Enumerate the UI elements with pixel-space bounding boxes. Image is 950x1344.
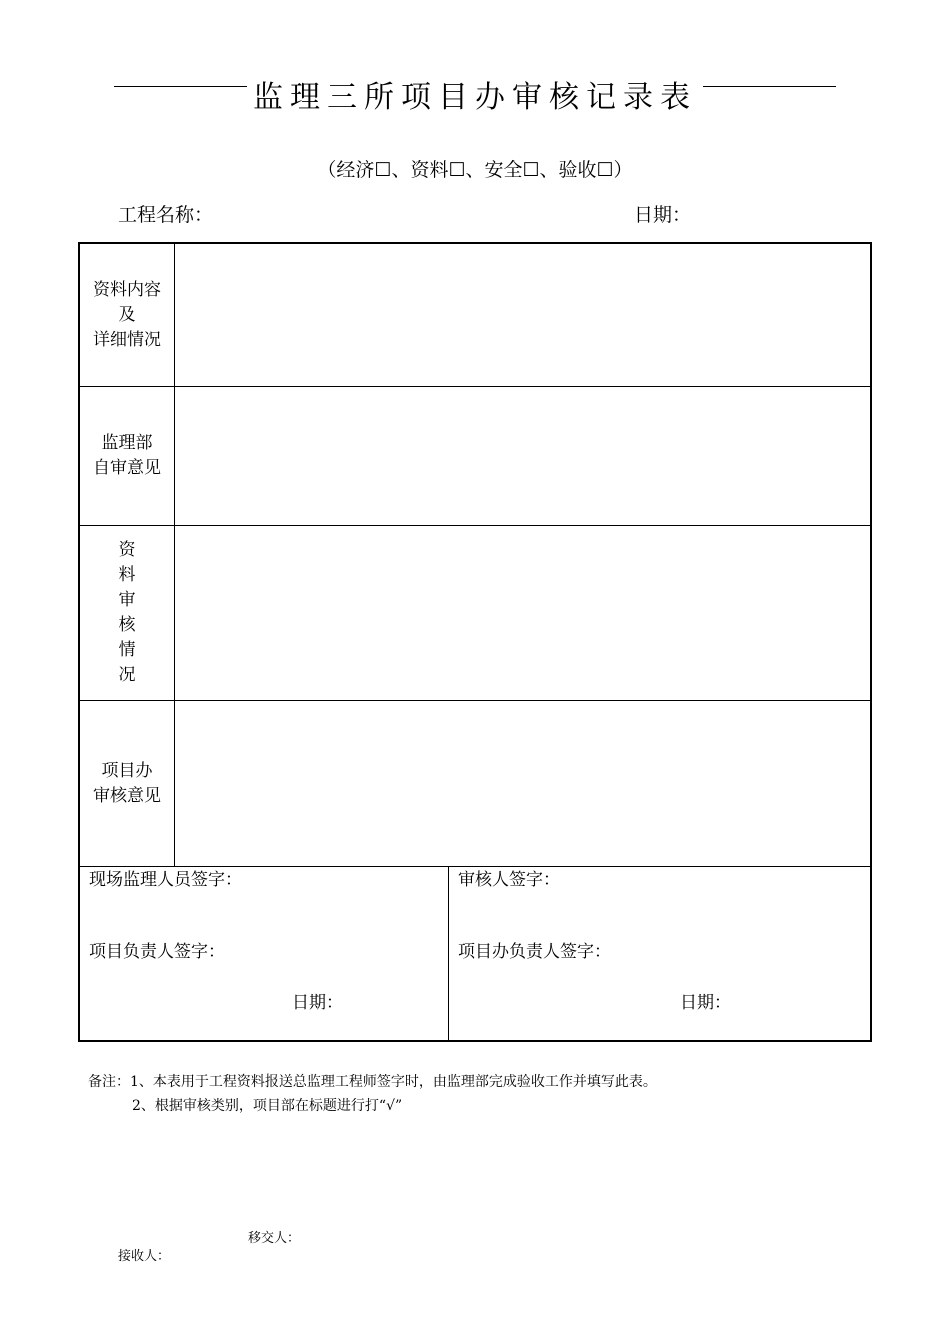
row-label: 项目办 审核意见 <box>80 701 175 866</box>
form-notes <box>88 1070 657 1118</box>
self-review-opinion-field[interactable] <box>175 387 870 525</box>
reviewer-signature-label: 审核人签字： <box>458 870 560 890</box>
supervisor-signature-label: 现场监理人员签字： <box>89 870 242 890</box>
signature-area <box>80 867 870 1040</box>
row-self-review-opinion <box>80 387 870 526</box>
row-office-review-opinion <box>80 701 870 867</box>
right-signature-date-label: 日期： <box>680 993 731 1013</box>
page-title-text: 监理三所项目办审核记录表 <box>247 80 703 115</box>
material-content-field[interactable] <box>175 244 870 386</box>
row-label: 监理部 自审意见 <box>80 387 175 525</box>
receiver-label: 接收人： <box>118 1249 171 1264</box>
note-2: 2、根据审核类别，项目部在标题进行打“√” <box>132 1098 403 1114</box>
header-date-label: 日期： <box>634 204 692 226</box>
page-title <box>0 76 950 120</box>
project-manager-signature-label: 项目负责人签字： <box>89 942 225 962</box>
review-form-table <box>78 242 872 1042</box>
row-label: 资料内容 及 详细情况 <box>80 244 175 386</box>
row-material-review-status <box>80 526 870 701</box>
transferor-label: 移交人： <box>248 1231 301 1246</box>
review-category-options: （经济☐、资料☐、安全☐、验收☐） <box>317 159 633 181</box>
signature-left-column <box>80 867 449 1040</box>
left-signature-date-label: 日期： <box>292 993 343 1013</box>
note-1: 备注：1、本表用于工程资料报送总监理工程师签字时，由监理部完成验收工作并填写此表。 <box>88 1074 657 1090</box>
project-name-label: 工程名称： <box>118 204 214 226</box>
office-review-opinion-field[interactable] <box>175 701 870 866</box>
row-material-content <box>80 244 870 387</box>
row-label: 资 料 审 核 情 况 <box>80 526 175 700</box>
office-manager-signature-label: 项目办负责人签字： <box>458 942 611 962</box>
signature-right-column <box>449 867 870 1040</box>
material-review-status-field[interactable] <box>175 526 870 700</box>
